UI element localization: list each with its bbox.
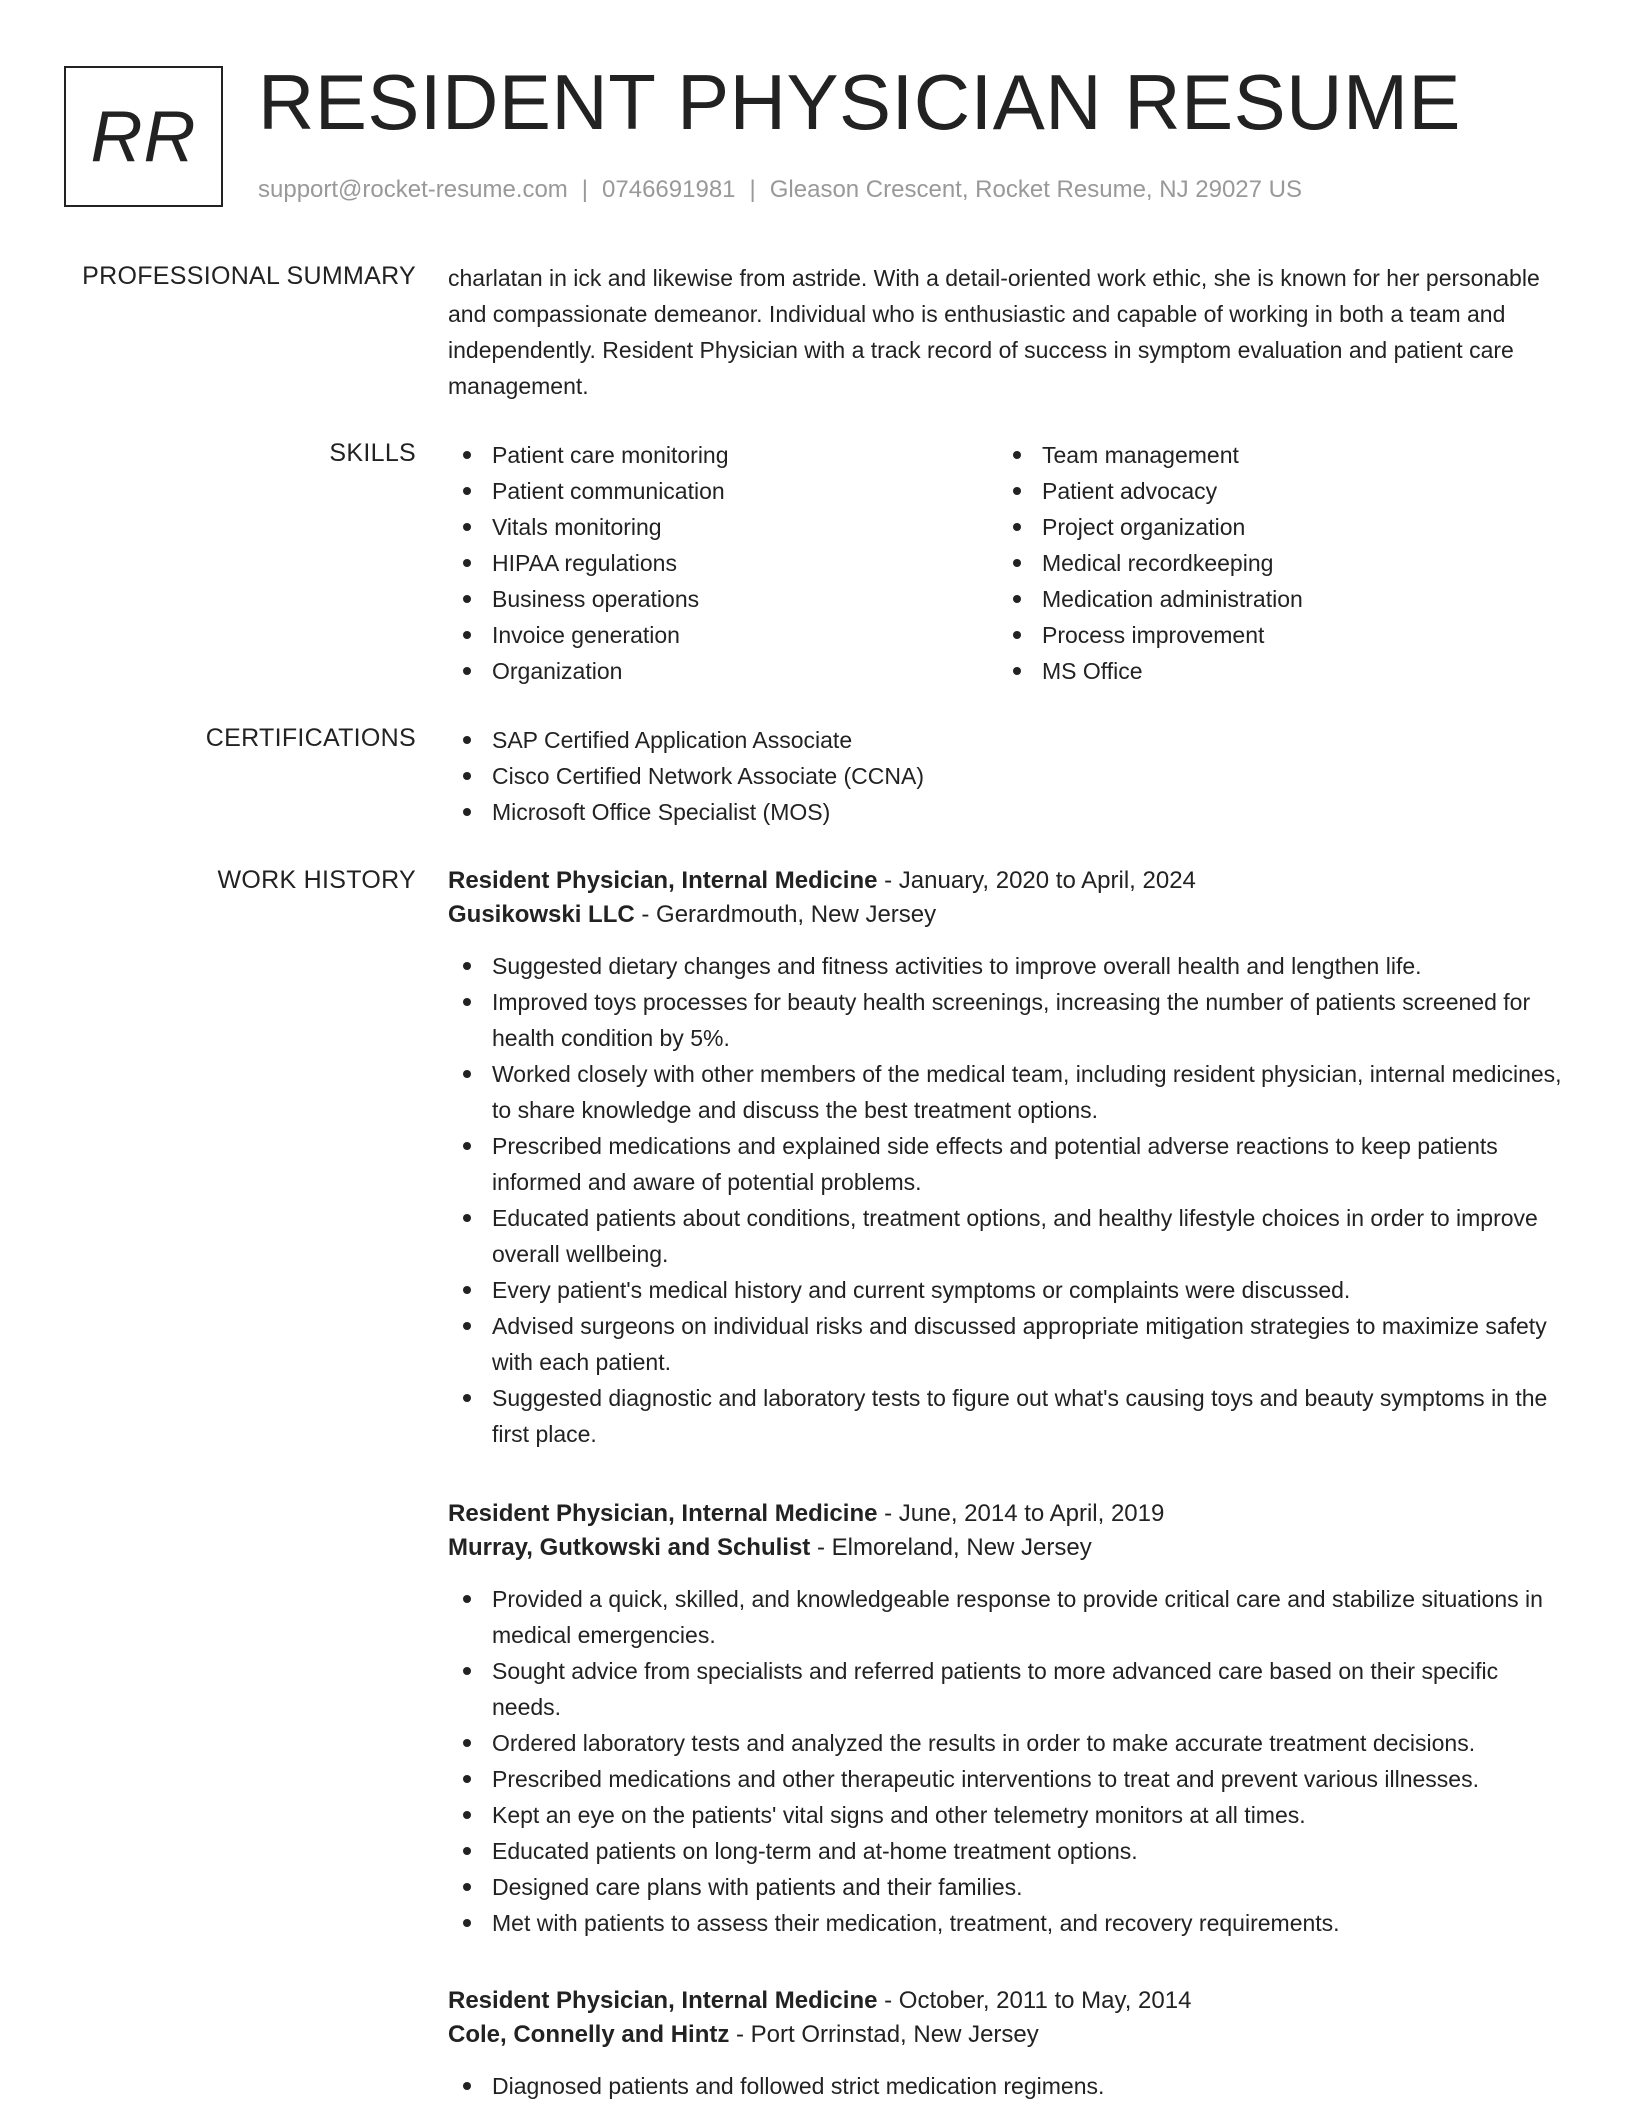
skill-item: MS Office: [998, 653, 1538, 689]
job-bullet: Prescribed medications and explained side effects and potential adverse reactions to keep patients informed and aware of potential problems.: [448, 1128, 1568, 1200]
skill-item: Patient care monitoring: [448, 437, 988, 473]
skill-item: Organization: [448, 653, 988, 689]
summary-text: charlatan in ick and likewise from astride. With a detail-oriented work ethic, she is known for her personable and compassionate demeanor. Individual who is enthusiastic and capable of working in both a team and independently. Resident Physician with a track record of success in symptom evaluation and patient care management.: [448, 265, 1540, 399]
contact-email: support@rocket-resume.com: [258, 176, 568, 203]
job-bullet: Advised surgeons on individual risks and discussed appropriate mitigation strategies to maximize safety with each patient.: [448, 1308, 1568, 1380]
job-bullet: Every patient's medical history and current symptoms or complaints were discussed.: [448, 1272, 1568, 1308]
skill-item: Project organization: [998, 509, 1538, 545]
job-location: - Elmoreland, New Jersey: [810, 1534, 1092, 1561]
certification-item: SAP Certified Application Associate: [448, 722, 1568, 758]
skills-list-right: [998, 437, 1538, 689]
job-company: Gusikowski LLC: [448, 901, 635, 928]
job-bullet: Improved toys processes for beauty health screenings, increasing the number of patients screened for health condition by 5%.: [448, 984, 1568, 1056]
certification-item: Cisco Certified Network Associate (CCNA): [448, 758, 1568, 794]
job-dates: - January, 2020 to April, 2024: [877, 867, 1196, 894]
skill-item: HIPAA regulations: [448, 545, 988, 581]
job-employer: [448, 1531, 1568, 1565]
job-heading: [448, 1497, 1568, 1531]
job-bullet: Suggested diagnostic and laboratory tests to figure out what's causing toys and beauty symptoms in the first place.: [448, 1380, 1568, 1452]
job-bullet: Educated patients on long-term and at-home treatment options.: [448, 1833, 1568, 1869]
job-dates: - October, 2011 to May, 2014: [877, 1987, 1192, 2014]
contact-address: Gleason Crescent, Rocket Resume, NJ 29027 US: [769, 176, 1302, 203]
skill-item: Team management: [998, 437, 1538, 473]
skill-item: Medical recordkeeping: [998, 545, 1538, 581]
job-heading: [448, 1984, 1568, 2018]
job-employer: [448, 2018, 1568, 2052]
job-bullet: Kept an eye on the patients' vital signs and other telemetry monitors at all times.: [448, 1797, 1568, 1833]
resume-title: RESIDENT PHYSICIAN RESUME: [258, 58, 1461, 146]
job-bullet: Ordered laboratory tests and analyzed the results in order to make accurate treatment decisions.: [448, 1725, 1568, 1761]
skill-item: Business operations: [448, 581, 988, 617]
job-bullets: [448, 2068, 1568, 2104]
skill-item: Invoice generation: [448, 617, 988, 653]
section-label-work-history: WORK HISTORY: [217, 866, 416, 894]
job-bullet: Worked closely with other members of the medical team, including resident physician, internal medicines, to share knowledge and discuss the best treatment options.: [448, 1056, 1568, 1128]
job-bullet: Met with patients to assess their medication, treatment, and recovery requirements.: [448, 1905, 1568, 1941]
job-bullet: Suggested dietary changes and fitness activities to improve overall health and lengthen life.: [448, 948, 1568, 984]
job-bullet: Sought advice from specialists and referred patients to more advanced care based on their specific needs.: [448, 1653, 1568, 1725]
job-entry: [448, 1984, 1568, 2104]
job-bullet: Designed care plans with patients and their families.: [448, 1869, 1568, 1905]
contact-separator: |: [749, 176, 756, 203]
job-bullet: Educated patients about conditions, treatment options, and healthy lifestyle choices in order to improve overall wellbeing.: [448, 1200, 1568, 1272]
contact-phone: 0746691981: [602, 176, 736, 203]
job-entry: [448, 1497, 1568, 1941]
contact-separator: |: [581, 176, 589, 203]
job-dates: - June, 2014 to April, 2019: [877, 1500, 1165, 1527]
certifications-list: [448, 722, 1568, 830]
certification-item: Microsoft Office Specialist (MOS): [448, 794, 1568, 830]
job-bullets: [448, 948, 1568, 1452]
section-label-skills: SKILLS: [329, 439, 416, 467]
job-title: Resident Physician, Internal Medicine: [448, 1500, 878, 1527]
job-title: Resident Physician, Internal Medicine: [448, 867, 878, 894]
skill-item: Patient communication: [448, 473, 988, 509]
job-bullet: Provided a quick, skilled, and knowledgeable response to provide critical care and stabilize situations in medical emergencies.: [448, 1581, 1568, 1653]
skill-item: Medication administration: [998, 581, 1538, 617]
job-title: Resident Physician, Internal Medicine: [448, 1987, 878, 2014]
job-entry: [448, 864, 1568, 1452]
job-company: Murray, Gutkowski and Schulist: [448, 1534, 811, 1561]
section-label-certifications: CERTIFICATIONS: [205, 724, 416, 752]
skill-item: Vitals monitoring: [448, 509, 988, 545]
monogram-box: [64, 66, 223, 207]
contact-line: [258, 174, 1302, 206]
job-heading: [448, 864, 1568, 898]
job-company: Cole, Connelly and Hintz: [448, 2021, 730, 2048]
job-location: - Gerardmouth, New Jersey: [634, 901, 937, 928]
monogram: RR: [90, 96, 197, 177]
job-bullet: Diagnosed patients and followed strict medication regimens.: [448, 2068, 1568, 2104]
job-location: - Port Orrinstad, New Jersey: [729, 2021, 1039, 2048]
skills-list-left: [448, 437, 988, 689]
job-employer: [448, 898, 1568, 932]
section-label-summary: PROFESSIONAL SUMMARY: [82, 262, 416, 290]
skill-item: Process improvement: [998, 617, 1538, 653]
job-bullet: Prescribed medications and other therapeutic interventions to treat and prevent various illnesses.: [448, 1761, 1568, 1797]
skill-item: Patient advocacy: [998, 473, 1538, 509]
job-bullets: [448, 1581, 1568, 1941]
